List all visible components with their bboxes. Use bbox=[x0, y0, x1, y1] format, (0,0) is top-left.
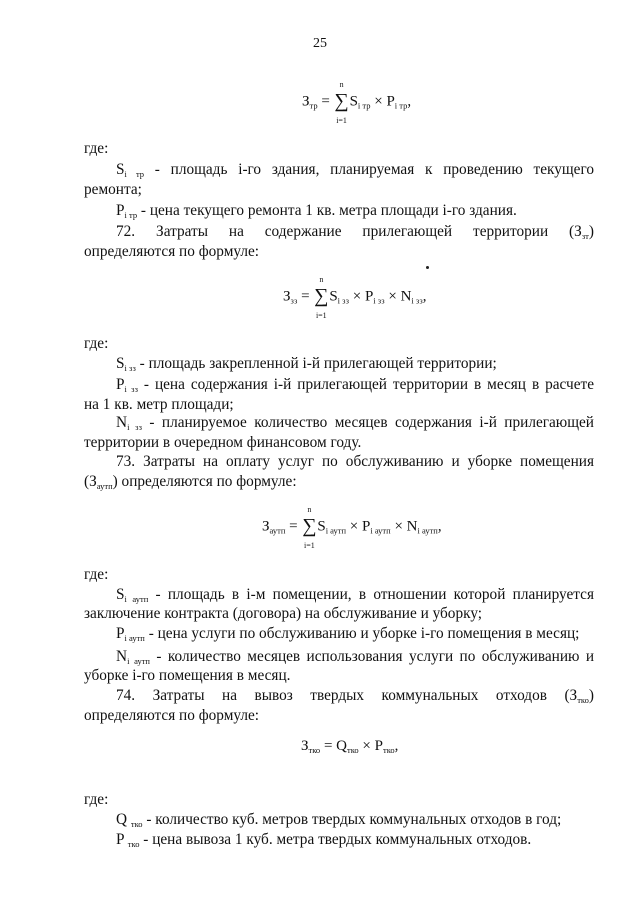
definition-n-iautp: $N_{i аутп}$ - количество месяцев использования услуги по обслуживанию и bbox=[116, 648, 595, 666]
definition-s-iautp: $S_{i аутп}$ - площадь в i-м помещении, в отношении которой планируется bbox=[116, 586, 594, 604]
where-label: где: bbox=[84, 140, 109, 157]
formula-adjacent-territory: $З_{зз}$ = n ∑ i=1 $S_{i зз} \times P_{i зз} \times N_{i зз}$, bbox=[283, 275, 427, 320]
page-number: 25 bbox=[313, 36, 327, 51]
definition-p-itr: $P_{i тр}$ - цена текущего ремонта 1 кв. метра площади i-го здания. bbox=[116, 202, 517, 220]
definition-p-izz: $P_{i зз}$ - цена содержания i-й прилегающей территории в месяц в расчете bbox=[116, 376, 594, 394]
paragraph-72: 72. Затраты на содержание прилегающей территории $(З_{зт})$ bbox=[116, 223, 594, 241]
sum-symbol: n ∑ i=1 bbox=[314, 275, 329, 320]
definition-p-tko: P $_{тко}$ - цена вывоза 1 куб. метра твердых коммунальных отходов. bbox=[116, 831, 532, 849]
definition-s-izz: $S_{i зз}$ - площадь закрепленной i-й прилегающей территории; bbox=[116, 355, 497, 373]
definition-q-tko: Q $_{тко}$ - количество куб. метров твердых коммунальных отходов в год; bbox=[116, 811, 562, 829]
sum-symbol: n ∑ i=1 bbox=[334, 80, 349, 125]
paragraph-73-cont: $(З_{аутп})$ определяются по формуле: bbox=[84, 473, 297, 491]
definition-p-izz-cont: на 1 кв. метр площади; bbox=[84, 396, 234, 413]
stray-dot bbox=[426, 266, 429, 269]
definition-p-iautp: $P_{i аутп}$ - цена услуги по обслуживанию и уборке i-го помещения в месяц; bbox=[116, 625, 580, 643]
definition-s-itr-cont: ремонта; bbox=[84, 181, 142, 198]
definition-s-iautp-cont: заключение контракта (договора) на обслуживание и уборку; bbox=[84, 605, 483, 622]
formula-cleaning-services: $З_{аутп}$ = n ∑ i=1 $S_{i аутп} \times P_{i аутп} \times N_{i аутп}$, bbox=[262, 505, 442, 550]
definition-n-iautp-cont: уборке i-го помещения в месяц. bbox=[84, 667, 291, 684]
where-label: где: bbox=[84, 335, 109, 352]
paragraph-74-cont: определяются по формуле: bbox=[84, 707, 260, 724]
sum-symbol: n ∑ i=1 bbox=[302, 505, 317, 550]
where-label: где: bbox=[84, 566, 109, 583]
paragraph-73: 73. Затраты на оплату услуг по обслуживанию и уборке помещения bbox=[116, 453, 594, 470]
paragraph-74: 74. Затраты на вывоз твердых коммунальных отходов $(З_{тко})$ bbox=[116, 687, 594, 705]
where-label: где: bbox=[84, 791, 109, 808]
formula-waste-removal: $З_{тко} = Q_{тко} \times P_{тко}$, bbox=[301, 738, 399, 755]
paragraph-72-cont: определяются по формуле: bbox=[84, 243, 260, 260]
definition-s-itr: $S_{i тр}$ - площадь i-го здания, планируемая к проведению текущего bbox=[116, 161, 594, 179]
formula-current-repair: $З_{тр}$ = n ∑ i=1 $S_{i тр} \times P_{i тр}$, bbox=[302, 80, 412, 125]
definition-n-izz: $N_{i зз}$ - планируемое количество месяцев содержания i-й прилегающей bbox=[116, 414, 594, 432]
definition-n-izz-cont: территории в очередном финансовом году. bbox=[84, 434, 362, 451]
